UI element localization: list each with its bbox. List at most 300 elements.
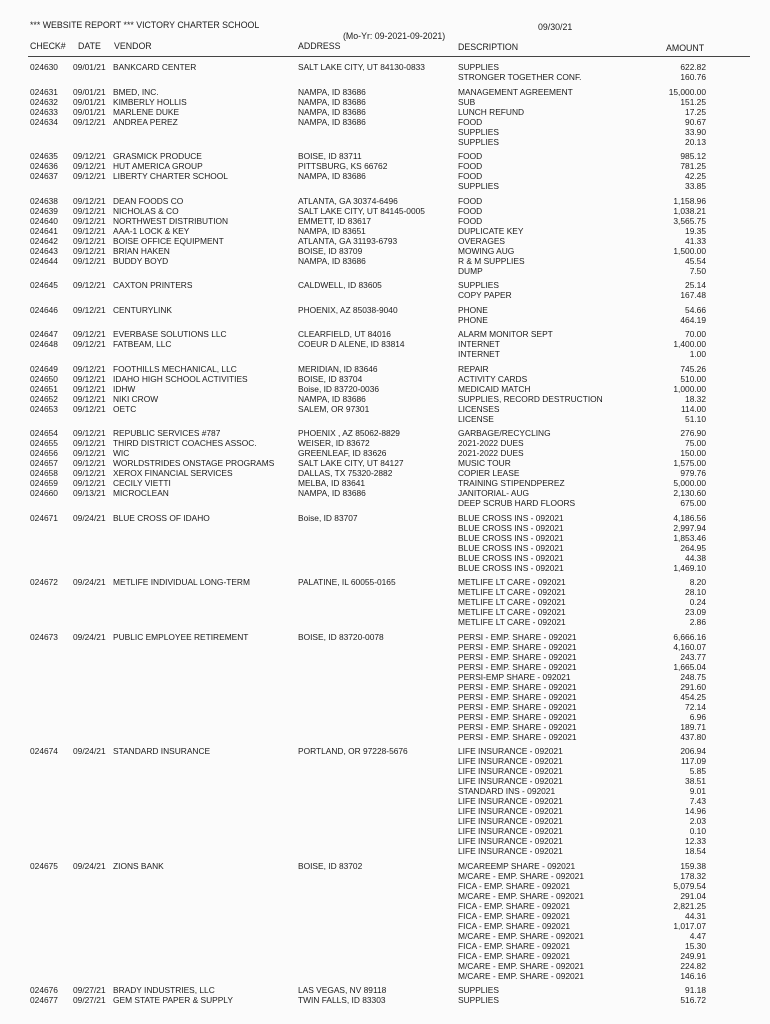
line-description: PHONE <box>458 304 488 315</box>
table-row <box>0 891 720 901</box>
check-number: 024630 <box>30 62 58 72</box>
line-description: PERSI - EMP. SHARE - 092021 <box>458 641 577 652</box>
table-row <box>0 206 720 216</box>
table-row <box>0 722 720 732</box>
check-date: 09/01/21 <box>73 96 106 107</box>
check-date: 09/12/21 <box>73 373 106 384</box>
vendor-address: NAMPA, ID 83686 <box>298 96 366 107</box>
vendor-name: NIKI CROW <box>113 393 159 404</box>
line-amount: 18.54 <box>685 846 706 856</box>
line-description: BLUE CROSS INS - 092021 <box>458 552 564 563</box>
check-date: 09/12/21 <box>73 468 106 478</box>
table-row <box>0 846 720 856</box>
line-description: TRAINING STIPENDPEREZ <box>458 478 565 488</box>
line-amount: 2.86 <box>689 617 706 627</box>
check-date: 09/27/21 <box>73 995 106 1005</box>
vendor-name: IDAHO HIGH SCHOOL ACTIVITIES <box>113 373 248 384</box>
line-amount: 42.25 <box>685 171 706 181</box>
line-description: DUPLICATE KEY <box>458 225 524 236</box>
vendor-address: COEUR D ALENE, ID 83814 <box>298 339 405 349</box>
vendor-address: NAMPA, ID 83686 <box>298 488 366 498</box>
table-row <box>0 553 720 563</box>
check-number: 024645 <box>30 280 58 290</box>
line-amount: 6.96 <box>689 711 706 722</box>
line-amount: 675.00 <box>680 498 706 508</box>
line-description: METLIFE LT CARE - 092021 <box>458 617 566 627</box>
check-date: 09/01/21 <box>73 106 106 117</box>
line-amount: 90.67 <box>685 116 706 127</box>
table-row <box>0 498 720 508</box>
line-description: LICENSES <box>458 403 500 414</box>
line-description: M/CARE - EMP. SHARE - 092021 <box>458 870 584 881</box>
line-amount: 75.00 <box>685 438 706 448</box>
check-number: 024650 <box>30 373 58 384</box>
table-row <box>0 826 720 836</box>
vendor-address: PALATINE, IL 60055-0165 <box>298 577 396 587</box>
vendor-name: THIRD DISTRICT COACHES ASSOC. <box>113 438 257 448</box>
line-amount: 248.75 <box>680 671 706 682</box>
check-date: 09/13/21 <box>73 488 106 498</box>
table-row <box>0 871 720 881</box>
line-description: SUB <box>458 96 476 107</box>
line-description: JANITORIAL- AUG <box>458 488 530 498</box>
line-amount: 2,821.25 <box>673 900 706 911</box>
line-amount: 1,575.00 <box>673 458 706 468</box>
line-amount: 291.60 <box>680 681 706 692</box>
line-description: ALARM MONITOR SEPT <box>458 329 553 339</box>
check-date: 09/12/21 <box>73 280 106 290</box>
check-number: 024632 <box>30 96 58 107</box>
check-date: 09/12/21 <box>73 195 106 206</box>
line-amount: 1,469.10 <box>673 562 706 573</box>
vendor-address: NAMPA, ID 83686 <box>298 106 366 117</box>
vendor-address: PITTSBURG, KS 66762 <box>298 161 388 171</box>
line-description: LIFE INSURANCE - 092021 <box>458 796 563 806</box>
line-amount: 15,000.00 <box>668 86 706 97</box>
table-row <box>0 127 720 137</box>
line-amount: 243.77 <box>680 651 706 662</box>
line-amount: 12.33 <box>685 836 706 846</box>
line-amount: 54.66 <box>685 304 706 315</box>
line-amount: 25.14 <box>685 280 706 290</box>
line-amount: 1,017.07 <box>673 920 706 931</box>
check-date: 09/12/21 <box>73 428 106 438</box>
table-row <box>0 985 720 995</box>
line-amount: 979.76 <box>680 468 706 478</box>
table-row <box>0 746 720 756</box>
table-row <box>0 329 720 339</box>
table-row <box>0 137 720 147</box>
line-amount: 114.00 <box>681 403 706 414</box>
table-row <box>0 305 720 315</box>
line-description: PERSI - EMP. SHARE - 092021 <box>458 701 577 712</box>
line-amount: 38.51 <box>685 776 706 786</box>
line-description: DUMP <box>458 265 483 276</box>
table-row <box>0 315 720 325</box>
line-amount: 33.85 <box>685 181 706 191</box>
line-amount: 745.26 <box>680 363 706 374</box>
table-row <box>0 931 720 941</box>
vendor-name: BMED, INC. <box>113 86 159 97</box>
line-description: MUSIC TOUR <box>458 458 511 468</box>
table-row <box>0 692 720 702</box>
line-amount: 464.19 <box>680 314 706 325</box>
check-number: 024658 <box>30 468 58 478</box>
table-row <box>0 961 720 971</box>
vendor-name: NICHOLAS & CO <box>113 205 179 216</box>
table-row <box>0 766 720 776</box>
line-amount: 206.94 <box>680 746 706 756</box>
col-header-check: CHECK# <box>30 41 66 51</box>
check-number: 024671 <box>30 512 58 523</box>
check-date: 09/12/21 <box>73 235 106 246</box>
table-row <box>0 196 720 206</box>
check-number: 024633 <box>30 106 58 117</box>
table-row <box>0 428 720 438</box>
line-amount: 51.10 <box>685 413 706 424</box>
line-description: FICA - EMP. SHARE - 092021 <box>458 910 571 921</box>
line-description: REPAIR <box>458 363 489 374</box>
table-row <box>0 682 720 692</box>
line-description: M/CARE - EMP. SHARE - 092021 <box>458 960 584 971</box>
line-description: M/CAREEMP SHARE - 092021 <box>458 860 576 871</box>
check-number: 024651 <box>30 383 58 394</box>
check-number: 024653 <box>30 403 58 414</box>
table-row <box>0 513 720 523</box>
line-description: PERSI - EMP. SHARE - 092021 <box>458 631 577 642</box>
table-row <box>0 171 720 181</box>
vendor-name: ZIONS BANK <box>113 860 164 871</box>
check-date: 09/12/21 <box>73 393 106 404</box>
check-number: 024638 <box>30 195 58 206</box>
line-description: BLUE CROSS INS - 092021 <box>458 532 564 543</box>
line-description: PERSI - EMP. SHARE - 092021 <box>458 651 577 662</box>
table-row <box>0 161 720 171</box>
check-date: 09/01/21 <box>73 86 106 97</box>
check-number: 024652 <box>30 393 58 404</box>
table-row <box>0 266 720 276</box>
vendor-name: CENTURYLINK <box>113 304 172 315</box>
line-description: BLUE CROSS INS - 092021 <box>458 522 564 533</box>
line-amount: 510.00 <box>680 373 706 384</box>
vendor-address: LAS VEGAS, NV 89118 <box>298 985 387 995</box>
line-amount: 18.32 <box>685 393 706 404</box>
table-row <box>0 339 720 349</box>
line-description: FOOD <box>458 205 483 216</box>
line-amount: 44.31 <box>685 910 706 921</box>
line-description: MOWING AUG <box>458 245 515 256</box>
table-row <box>0 290 720 300</box>
line-amount: 17.25 <box>685 106 706 117</box>
line-amount: 146.16 <box>680 970 706 981</box>
vendor-name: OETC <box>113 403 137 414</box>
vendor-address: WEISER, ID 83672 <box>298 438 370 448</box>
col-header-vendor: VENDOR <box>114 41 152 51</box>
vendor-address: NAMPA, ID 83651 <box>298 225 366 236</box>
check-date: 09/24/21 <box>73 512 106 523</box>
line-description: FICA - EMP. SHARE - 092021 <box>458 900 571 911</box>
vendor-address: PHOENIX, AZ 85038-9040 <box>298 304 398 315</box>
line-description: PERSI-EMP SHARE - 092021 <box>458 671 571 682</box>
vendor-name: KIMBERLY HOLLIS <box>113 96 187 107</box>
vendor-address: DALLAS, TX 75320-2882 <box>298 468 393 478</box>
line-description: OVERAGES <box>458 235 506 246</box>
table-row <box>0 816 720 826</box>
table-row <box>0 806 720 816</box>
line-amount: 2,130.60 <box>673 488 706 498</box>
line-description: SUPPLIES <box>458 126 499 137</box>
line-description: FICA - EMP. SHARE - 092021 <box>458 880 571 891</box>
line-amount: 150.00 <box>680 448 706 458</box>
check-date: 09/12/21 <box>73 363 106 374</box>
line-amount: 23.09 <box>685 607 706 617</box>
check-date: 09/12/21 <box>73 448 106 458</box>
table-row <box>0 181 720 191</box>
vendor-address: EMMETT, ID 83617 <box>298 215 372 226</box>
line-description: PERSI - EMP. SHARE - 092021 <box>458 711 577 722</box>
vendor-name: FATBEAM, LLC <box>113 339 172 349</box>
check-date: 09/12/21 <box>73 478 106 488</box>
line-description: MEDICAID MATCH <box>458 383 531 394</box>
line-description: LIFE INSURANCE - 092021 <box>458 756 563 766</box>
line-description: METLIFE LT CARE - 092021 <box>458 587 566 597</box>
check-date: 09/12/21 <box>73 403 106 414</box>
line-description: LIFE INSURANCE - 092021 <box>458 746 563 756</box>
vendor-name: CECILY VIETTI <box>113 478 171 488</box>
line-amount: 985.12 <box>680 151 706 161</box>
vendor-name: BUDDY BOYD <box>113 255 169 266</box>
table-row <box>0 672 720 682</box>
table-row <box>0 971 720 981</box>
vendor-address: CALDWELL, ID 83605 <box>298 280 382 290</box>
line-description: LUNCH REFUND <box>458 106 525 117</box>
line-amount: 70.00 <box>685 329 706 339</box>
line-description: SUPPLIES <box>458 995 499 1005</box>
check-date: 09/12/21 <box>73 215 106 226</box>
line-amount: 159.38 <box>680 860 706 871</box>
vendor-name: ANDREA PEREZ <box>113 116 178 127</box>
line-description: LIFE INSURANCE - 092021 <box>458 766 563 776</box>
vendor-address: PHOENIX , AZ 85062-8829 <box>298 428 400 438</box>
vendor-address: TWIN FALLS, ID 83303 <box>298 995 386 1005</box>
check-date: 09/12/21 <box>73 116 106 127</box>
line-amount: 224.82 <box>680 960 706 971</box>
col-header-description: DESCRIPTION <box>458 42 519 52</box>
line-amount: 8.20 <box>689 577 706 587</box>
line-amount: 91.18 <box>685 985 706 995</box>
line-description: FOOD <box>458 161 483 171</box>
table-row <box>0 861 720 871</box>
table-row <box>0 87 720 97</box>
vendor-name: EVERBASE SOLUTIONS LLC <box>113 329 227 339</box>
line-description: FICA - EMP. SHARE - 092021 <box>458 920 571 931</box>
vendor-name: CAXTON PRINTERS <box>113 280 193 290</box>
table-row <box>0 951 720 961</box>
line-amount: 3,565.75 <box>673 215 706 226</box>
check-date: 09/12/21 <box>73 161 106 171</box>
line-description: INTERNET <box>458 339 500 349</box>
check-number: 024647 <box>30 329 58 339</box>
line-description: M/CARE - EMP. SHARE - 092021 <box>458 970 584 981</box>
table-row <box>0 384 720 394</box>
line-amount: 6,666.16 <box>673 631 706 642</box>
check-number: 024643 <box>30 245 58 256</box>
col-header-address: ADDRESS <box>298 41 341 51</box>
vendor-name: FOOTHILLS MECHANICAL, LLC <box>113 363 237 374</box>
table-row <box>0 216 720 226</box>
line-amount: 1,000.00 <box>673 383 706 394</box>
line-amount: 4.47 <box>689 930 706 941</box>
line-amount: 0.10 <box>689 826 706 836</box>
line-amount: 781.25 <box>680 161 706 171</box>
table-row <box>0 72 720 82</box>
check-date: 09/27/21 <box>73 985 106 995</box>
line-description: PHONE <box>458 314 488 325</box>
table-row <box>0 756 720 766</box>
vendor-address: NAMPA, ID 83686 <box>298 116 366 127</box>
check-number: 024655 <box>30 438 58 448</box>
table-row <box>0 995 720 1005</box>
table-row <box>0 881 720 891</box>
line-amount: 167.48 <box>680 290 706 300</box>
line-description: PERSI - EMP. SHARE - 092021 <box>458 661 577 672</box>
check-number: 024659 <box>30 478 58 488</box>
line-description: SUPPLIES <box>458 181 499 191</box>
line-description: METLIFE LT CARE - 092021 <box>458 597 566 607</box>
line-description: LIFE INSURANCE - 092021 <box>458 776 563 786</box>
check-number: 024631 <box>30 86 58 97</box>
check-number: 024657 <box>30 458 58 468</box>
check-number: 024637 <box>30 171 58 181</box>
table-row <box>0 97 720 107</box>
line-amount: 264.95 <box>680 542 706 553</box>
table-row <box>0 901 720 911</box>
vendor-name: WORLDSTRIDES ONSTAGE PROGRAMS <box>113 458 275 468</box>
check-number: 024634 <box>30 116 58 127</box>
vendor-address: ATLANTA, GA 31193-6793 <box>298 235 398 246</box>
vendor-name: METLIFE INDIVIDUAL LONG-TERM <box>113 577 250 587</box>
line-description: SUPPLIES <box>458 280 499 290</box>
line-description: BLUE CROSS INS - 092021 <box>458 542 564 553</box>
table-row <box>0 921 720 931</box>
vendor-name: GEM STATE PAPER & SUPPLY <box>113 995 233 1005</box>
check-number: 024675 <box>30 860 58 871</box>
vendor-address: NAMPA, ID 83686 <box>298 171 366 181</box>
table-row <box>0 236 720 246</box>
line-amount: 33.90 <box>685 126 706 137</box>
check-date: 09/12/21 <box>73 329 106 339</box>
check-number: 024644 <box>30 255 58 266</box>
table-row <box>0 107 720 117</box>
table-row <box>0 597 720 607</box>
vendor-name: REPUBLIC SERVICES #787 <box>113 428 221 438</box>
table-row <box>0 911 720 921</box>
line-description: FOOD <box>458 151 483 161</box>
check-date: 09/24/21 <box>73 860 106 871</box>
vendor-address: BOISE, ID 83709 <box>298 245 363 256</box>
table-row <box>0 523 720 533</box>
line-amount: 1,158.96 <box>673 195 706 206</box>
vendor-address: ATLANTA, GA 30374-6496 <box>298 195 398 206</box>
line-amount: 5.85 <box>689 766 706 776</box>
table-row <box>0 280 720 290</box>
line-amount: 1,038.21 <box>673 205 706 216</box>
table-row <box>0 533 720 543</box>
line-amount: 189.71 <box>680 721 706 732</box>
check-date: 09/12/21 <box>73 438 106 448</box>
line-description: METLIFE LT CARE - 092021 <box>458 577 566 587</box>
line-amount: 0.24 <box>689 597 706 607</box>
vendor-name: PUBLIC EMPLOYEE RETIREMENT <box>113 631 249 642</box>
vendor-name: XEROX FINANCIAL SERVICES <box>113 468 233 478</box>
vendor-name: BANKCARD CENTER <box>113 62 197 72</box>
vendor-address: GREENLEAF, ID 83626 <box>298 448 387 458</box>
vendor-address: MELBA, ID 83641 <box>298 478 366 488</box>
check-date: 09/24/21 <box>73 577 106 587</box>
vendor-name: MICROCLEAN <box>113 488 169 498</box>
line-description: LICENSE <box>458 413 494 424</box>
line-description: M/CARE - EMP. SHARE - 092021 <box>458 930 584 941</box>
table-row <box>0 117 720 127</box>
check-number: 024639 <box>30 205 58 216</box>
vendor-address: BOISE, ID 83704 <box>298 373 363 384</box>
report-period: (Mo-Yr: 09-2021-09-2021) <box>343 31 446 41</box>
vendor-address: NAMPA, ID 83686 <box>298 255 366 266</box>
col-header-amount: AMOUNT <box>666 43 705 53</box>
table-row <box>0 448 720 458</box>
check-number: 024646 <box>30 304 58 315</box>
check-number: 024673 <box>30 631 58 642</box>
table-row <box>0 941 720 951</box>
line-amount: 1,665.04 <box>673 661 706 672</box>
check-number: 024648 <box>30 339 58 349</box>
line-description: FOOD <box>458 215 483 226</box>
line-description: SUPPLIES <box>458 62 499 72</box>
table-row <box>0 796 720 806</box>
vendor-address: Boise, ID 83720-0036 <box>298 383 380 394</box>
vendor-address: CLEARFIELD, UT 84016 <box>298 329 391 339</box>
line-amount: 5,079.54 <box>673 880 706 891</box>
check-number: 024636 <box>30 161 58 171</box>
table-row <box>0 632 720 642</box>
vendor-address: NAMPA, ID 83686 <box>298 86 366 97</box>
table-row <box>0 478 720 488</box>
line-amount: 15.30 <box>685 940 706 951</box>
table-row <box>0 652 720 662</box>
table-row <box>0 364 720 374</box>
line-description: FOOD <box>458 171 483 181</box>
vendor-name: NORTHWEST DISTRIBUTION <box>113 215 229 226</box>
table-row <box>0 577 720 587</box>
check-date: 09/12/21 <box>73 458 106 468</box>
table-row <box>0 776 720 786</box>
line-amount: 117.09 <box>681 756 706 766</box>
report-date: 09/30/21 <box>538 22 573 32</box>
line-description: GARBAGE/RECYCLING <box>458 428 551 438</box>
vendor-address: NAMPA, ID 83686 <box>298 393 366 404</box>
table-row <box>0 662 720 672</box>
table-row <box>0 563 720 573</box>
check-date: 09/12/21 <box>73 383 106 394</box>
table-row <box>0 488 720 498</box>
table-row <box>0 438 720 448</box>
line-description: LIFE INSURANCE - 092021 <box>458 826 563 836</box>
vendor-name: AAA-1 LOCK & KEY <box>113 225 190 236</box>
table-row <box>0 587 720 597</box>
line-description: FOOD <box>458 195 483 206</box>
table-row <box>0 151 720 161</box>
check-date: 09/12/21 <box>73 339 106 349</box>
